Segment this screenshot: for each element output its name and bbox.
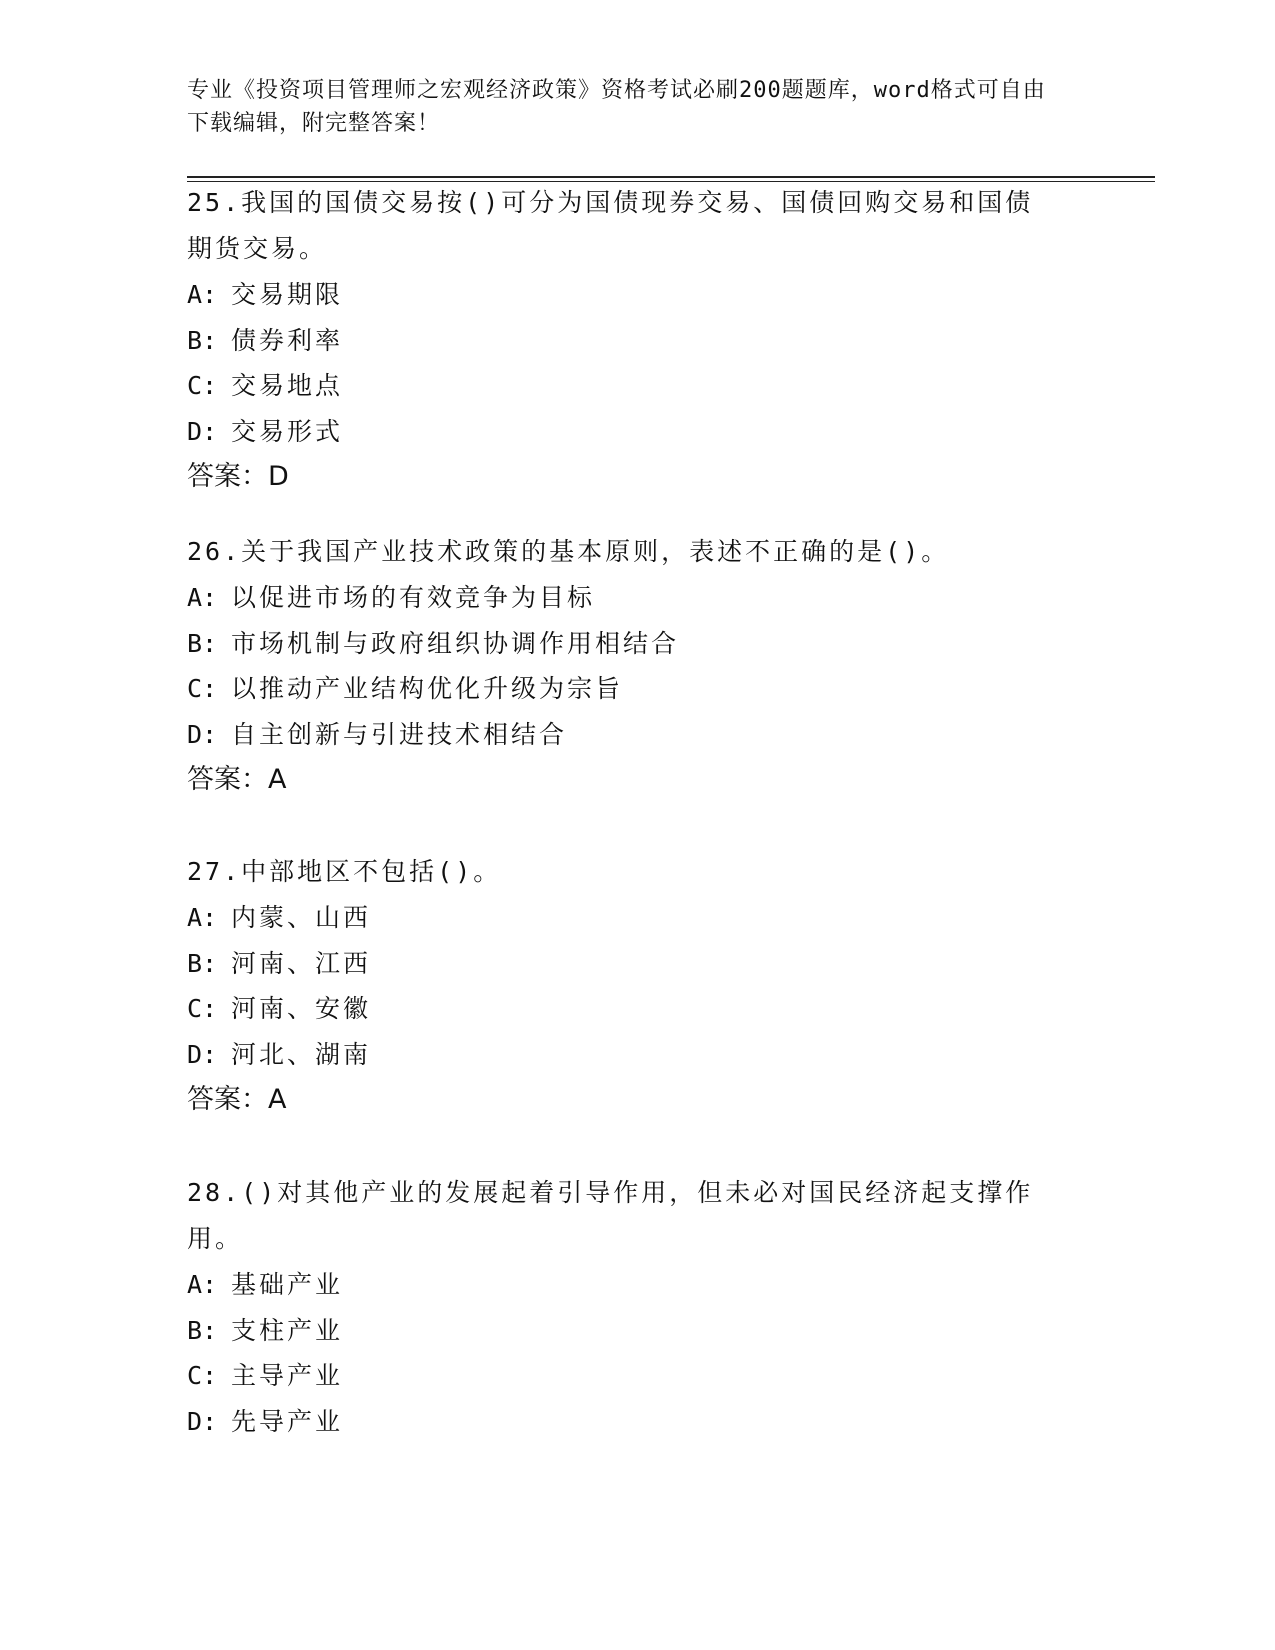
option-label: D: xyxy=(187,416,218,446)
option-a xyxy=(187,272,1087,318)
option-label: A: xyxy=(187,903,218,932)
question-27 xyxy=(187,849,1087,1123)
option-d xyxy=(187,712,1087,758)
question-stem: 27.中部地区不包括()。 xyxy=(187,857,502,886)
option-text: 以推动产业结构优化升级为宗旨 xyxy=(231,674,624,703)
option-b xyxy=(187,621,1087,667)
option-text: 交易形式 xyxy=(231,416,344,446)
option-text: 河南、江西 xyxy=(231,948,372,978)
question-28 xyxy=(187,1170,1087,1444)
question-stem: 26.关于我国产业技术政策的基本原则，表述不正确的是()。 xyxy=(187,537,950,566)
option-d xyxy=(187,1399,1087,1445)
option-d xyxy=(187,1032,1087,1078)
option-label: C: xyxy=(187,674,218,703)
option-a xyxy=(187,575,1087,621)
question-stem: 28.()对其他产业的发展起着引导作用，但未必对国民经济起支撑作用。 xyxy=(187,1178,1034,1253)
option-b xyxy=(187,941,1087,987)
answer: 答案：A xyxy=(187,764,287,795)
option-d xyxy=(187,409,1087,455)
option-b xyxy=(187,318,1087,364)
option-text: 内蒙、山西 xyxy=(231,903,372,932)
option-label: C: xyxy=(187,1361,218,1390)
option-label: B: xyxy=(187,325,218,355)
option-a xyxy=(187,895,1087,941)
option-text: 市场机制与政府组织协调作用相结合 xyxy=(231,628,680,658)
option-label: B: xyxy=(187,1315,218,1345)
option-text: 基础产业 xyxy=(231,1270,344,1299)
option-text: 债券利率 xyxy=(231,325,344,355)
option-text: 以促进市场的有效竞争为目标 xyxy=(231,583,596,612)
option-text: 自主创新与引进技术相结合 xyxy=(231,719,568,749)
document-header: 专业《投资项目管理师之宏观经济政策》资格考试必刷200题题库，word格式可自由下载编辑，附完整答案！ xyxy=(187,78,1046,136)
question-26 xyxy=(187,529,1087,803)
option-label: B: xyxy=(187,948,218,978)
option-label: C: xyxy=(187,371,218,400)
option-label: C: xyxy=(187,994,218,1023)
option-c xyxy=(187,1353,1087,1399)
option-text: 主导产业 xyxy=(231,1361,344,1390)
header-rule-thick xyxy=(187,176,1155,178)
question-stem: 25.我国的国债交易按()可分为国债现券交易、国债回购交易和国债期货交易。 xyxy=(187,188,1034,263)
option-text: 先导产业 xyxy=(231,1406,344,1436)
option-label: D: xyxy=(187,1406,218,1436)
option-c xyxy=(187,363,1087,409)
option-label: A: xyxy=(187,1270,218,1299)
question-25 xyxy=(187,180,1087,500)
option-a xyxy=(187,1262,1087,1308)
option-label: B: xyxy=(187,628,218,658)
option-label: D: xyxy=(187,1039,218,1069)
option-text: 支柱产业 xyxy=(231,1315,344,1345)
option-text: 河南、安徽 xyxy=(231,994,372,1023)
answer: 答案：A xyxy=(187,1084,287,1115)
option-text: 河北、湖南 xyxy=(231,1039,372,1069)
answer: 答案：D xyxy=(187,461,289,492)
option-label: A: xyxy=(187,280,218,309)
option-c xyxy=(187,666,1087,712)
option-text: 交易地点 xyxy=(231,371,344,400)
option-label: D: xyxy=(187,719,218,749)
option-label: A: xyxy=(187,583,218,612)
option-c xyxy=(187,986,1087,1032)
option-text: 交易期限 xyxy=(231,280,344,309)
option-b xyxy=(187,1308,1087,1354)
